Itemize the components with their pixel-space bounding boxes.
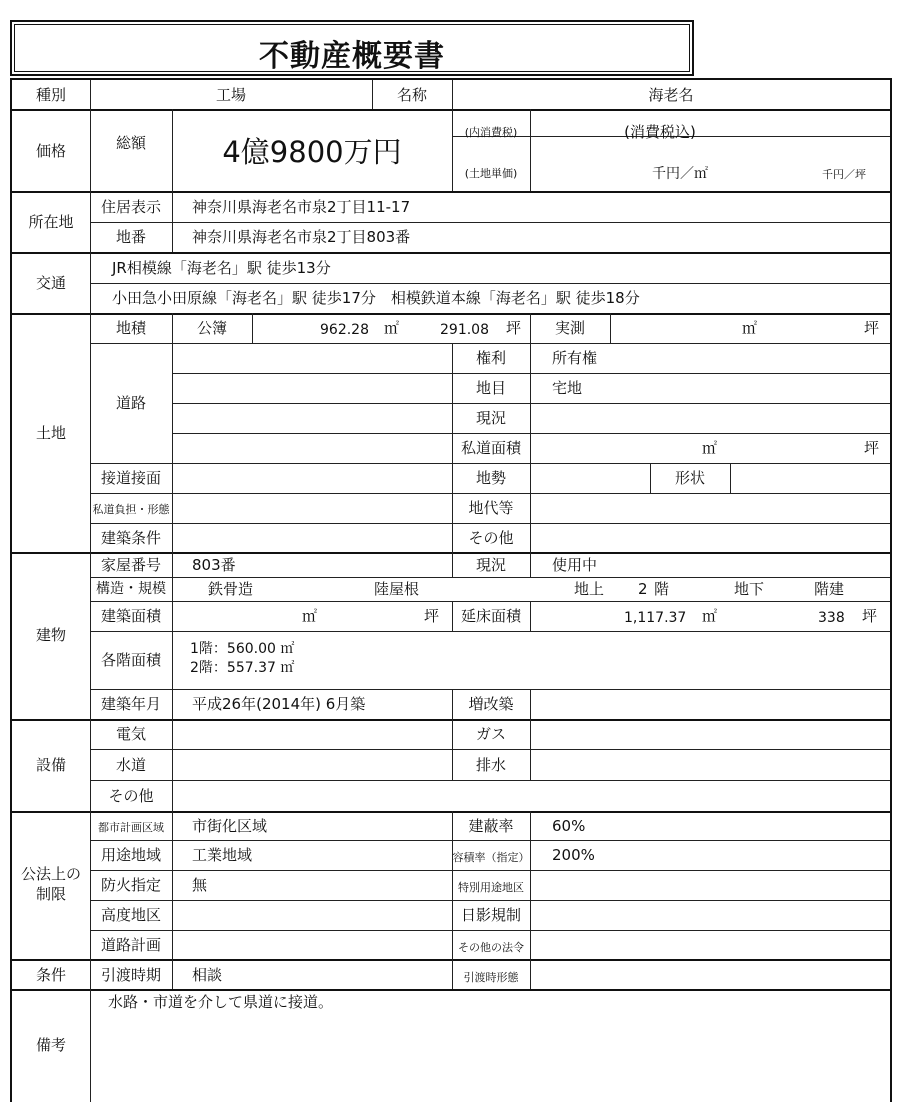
rights-value: 所有権 (552, 349, 598, 367)
total-floor-tsubo-value: 338 (818, 610, 845, 626)
registry-tsubo-unit: 坪 (506, 319, 522, 337)
floor-area-label: 各階面積 (100, 651, 161, 669)
area-label: 地積 (115, 319, 146, 337)
special-use-zone-label: 特別用途地区 (458, 881, 524, 894)
unit-price-per-m2: 千円／㎡ (652, 166, 708, 182)
house-number-value: 803番 (192, 556, 236, 574)
transport-line-1: JR相模線「海老名」駅 徒歩13分 (112, 259, 331, 277)
address-label: 住居表示 (100, 198, 161, 216)
remarks-value: 水路・市道を介して県道に接道。 (108, 993, 334, 1011)
transport-label: 交通 (35, 274, 66, 292)
facilities-label: 設備 (35, 756, 66, 774)
land-category-value: 宅地 (552, 379, 583, 397)
handover-time-value: 相談 (192, 966, 223, 984)
above-ground-label: 地上 (574, 580, 605, 598)
below-ground-suffix: 階建 (814, 580, 845, 598)
private-road-area-label: 私道面積 (460, 439, 521, 457)
terrain-label: 地勢 (475, 469, 506, 487)
use-zone-label: 用途地域 (100, 846, 161, 864)
building-conditions-label: 建築条件 (100, 529, 161, 547)
total-price-value: 4億9800万円 (222, 135, 402, 169)
building-area-tsubo-unit: 坪 (424, 607, 440, 625)
tax-value: (消費税込) (624, 123, 696, 141)
frontage-label: 接道接面 (100, 469, 161, 487)
height-district-label: 高度地区 (100, 906, 161, 924)
lot-number-value: 神奈川県海老名市泉2丁目803番 (192, 228, 411, 246)
floor-area-ratio-value: 200% (552, 846, 595, 864)
fire-prevention-value: 無 (192, 876, 208, 894)
other-laws-label: その他の法令 (458, 941, 524, 954)
remarks-label: 備考 (35, 1036, 66, 1054)
location-label: 所在地 (28, 213, 74, 231)
building-status-label: 現況 (475, 556, 506, 574)
survey-label: 実測 (554, 319, 585, 337)
renovation-label: 増改築 (468, 695, 514, 713)
floor-area-ratio-label: 容積率（指定） (452, 851, 530, 864)
water-label: 水道 (115, 756, 146, 774)
drainage-label: 排水 (475, 756, 506, 774)
fire-prevention-label: 防火指定 (100, 876, 161, 894)
structure-label: 構造・規模 (96, 581, 166, 597)
land-label: 土地 (35, 424, 66, 442)
handover-form-label: 引渡時形態 (463, 971, 519, 984)
city-planning-label: 都市計画区域 (98, 821, 164, 834)
name-value: 海老名 (648, 86, 694, 104)
structure-value: 鉄骨造 (208, 580, 254, 598)
coverage-ratio-label: 建蔽率 (468, 817, 514, 835)
coverage-ratio-value: 60% (552, 817, 586, 835)
total-floor-area-label: 延床面積 (460, 607, 521, 625)
price-label: 価格 (35, 142, 66, 160)
ground-rent-label: 地代等 (468, 499, 514, 517)
city-planning-value: 市街化区域 (192, 817, 268, 835)
built-date-value: 平成26年(2014年) 6月築 (192, 695, 366, 713)
private-road-burden-label: 私道負担・形態 (92, 503, 170, 516)
page-title: 不動産概要書 (259, 39, 445, 74)
below-ground-label: 地下 (734, 580, 765, 598)
type-value: 工場 (215, 86, 246, 104)
built-date-label: 建築年月 (100, 695, 161, 713)
registry-label: 公簿 (196, 319, 227, 337)
electricity-label: 電気 (115, 725, 146, 743)
building-status-value: 使用中 (552, 556, 598, 574)
road-label: 道路 (115, 394, 146, 412)
shadow-regulation-label: 日影規制 (460, 906, 521, 924)
shape-label: 形状 (674, 469, 705, 487)
facilities-other-label: その他 (108, 787, 154, 805)
name-label: 名称 (396, 86, 427, 104)
legal-restrictions-label-2: 制限 (35, 885, 66, 903)
handover-time-label: 引渡時期 (100, 966, 161, 984)
land-status-label: 現況 (475, 409, 506, 427)
floor-2-area: 2階：557.37 ㎡ (190, 660, 295, 676)
conditions-label: 条件 (35, 966, 66, 984)
roof-value: 陸屋根 (374, 580, 420, 598)
land-category-label: 地目 (475, 379, 506, 397)
registry-tsubo-value: 291.08 (440, 322, 489, 338)
address-value: 神奈川県海老名市泉2丁目11-17 (192, 198, 411, 216)
road-plan-label: 道路計画 (100, 936, 161, 954)
floor-1-area: 1階：560.00 ㎡ (190, 641, 295, 657)
above-ground-floors: 2 (638, 580, 648, 598)
land-other-label: その他 (468, 529, 514, 547)
rights-label: 権利 (475, 349, 506, 367)
transport-line-2: 小田急小田原線「海老名」駅 徒歩17分 相模鉄道本線「海老名」駅 徒歩18分 (112, 289, 640, 307)
total-floor-m2-unit: ㎡ (702, 607, 718, 625)
lot-number-label: 地番 (115, 228, 146, 246)
title-box (10, 20, 694, 76)
building-area-label: 建築面積 (100, 607, 161, 625)
registry-m2-unit: ㎡ (384, 319, 400, 337)
private-road-m2-unit: ㎡ (702, 439, 718, 457)
land-unit-price-label: (土地単価) (464, 167, 518, 180)
property-summary-form (10, 78, 892, 1102)
total-floor-m2-value: 1,117.37 (624, 610, 687, 626)
registry-m2-value: 962.28 (320, 322, 369, 338)
survey-m2-unit: ㎡ (742, 319, 758, 337)
total-label: 総額 (115, 134, 146, 152)
total-floor-tsubo-unit: 坪 (862, 607, 878, 625)
gas-label: ガス (475, 725, 506, 743)
house-number-label: 家屋番号 (100, 556, 161, 574)
unit-price-per-tsubo: 千円／坪 (822, 168, 866, 181)
tax-label: (内消費税) (464, 126, 518, 139)
floor-suffix: 階 (654, 580, 670, 598)
legal-restrictions-label-1: 公法上の (20, 865, 81, 883)
building-label: 建物 (35, 626, 66, 644)
use-zone-value: 工業地域 (192, 846, 253, 864)
building-area-m2-unit: ㎡ (302, 607, 318, 625)
type-label: 種別 (35, 86, 66, 104)
private-road-tsubo-unit: 坪 (864, 439, 880, 457)
survey-tsubo-unit: 坪 (864, 319, 880, 337)
